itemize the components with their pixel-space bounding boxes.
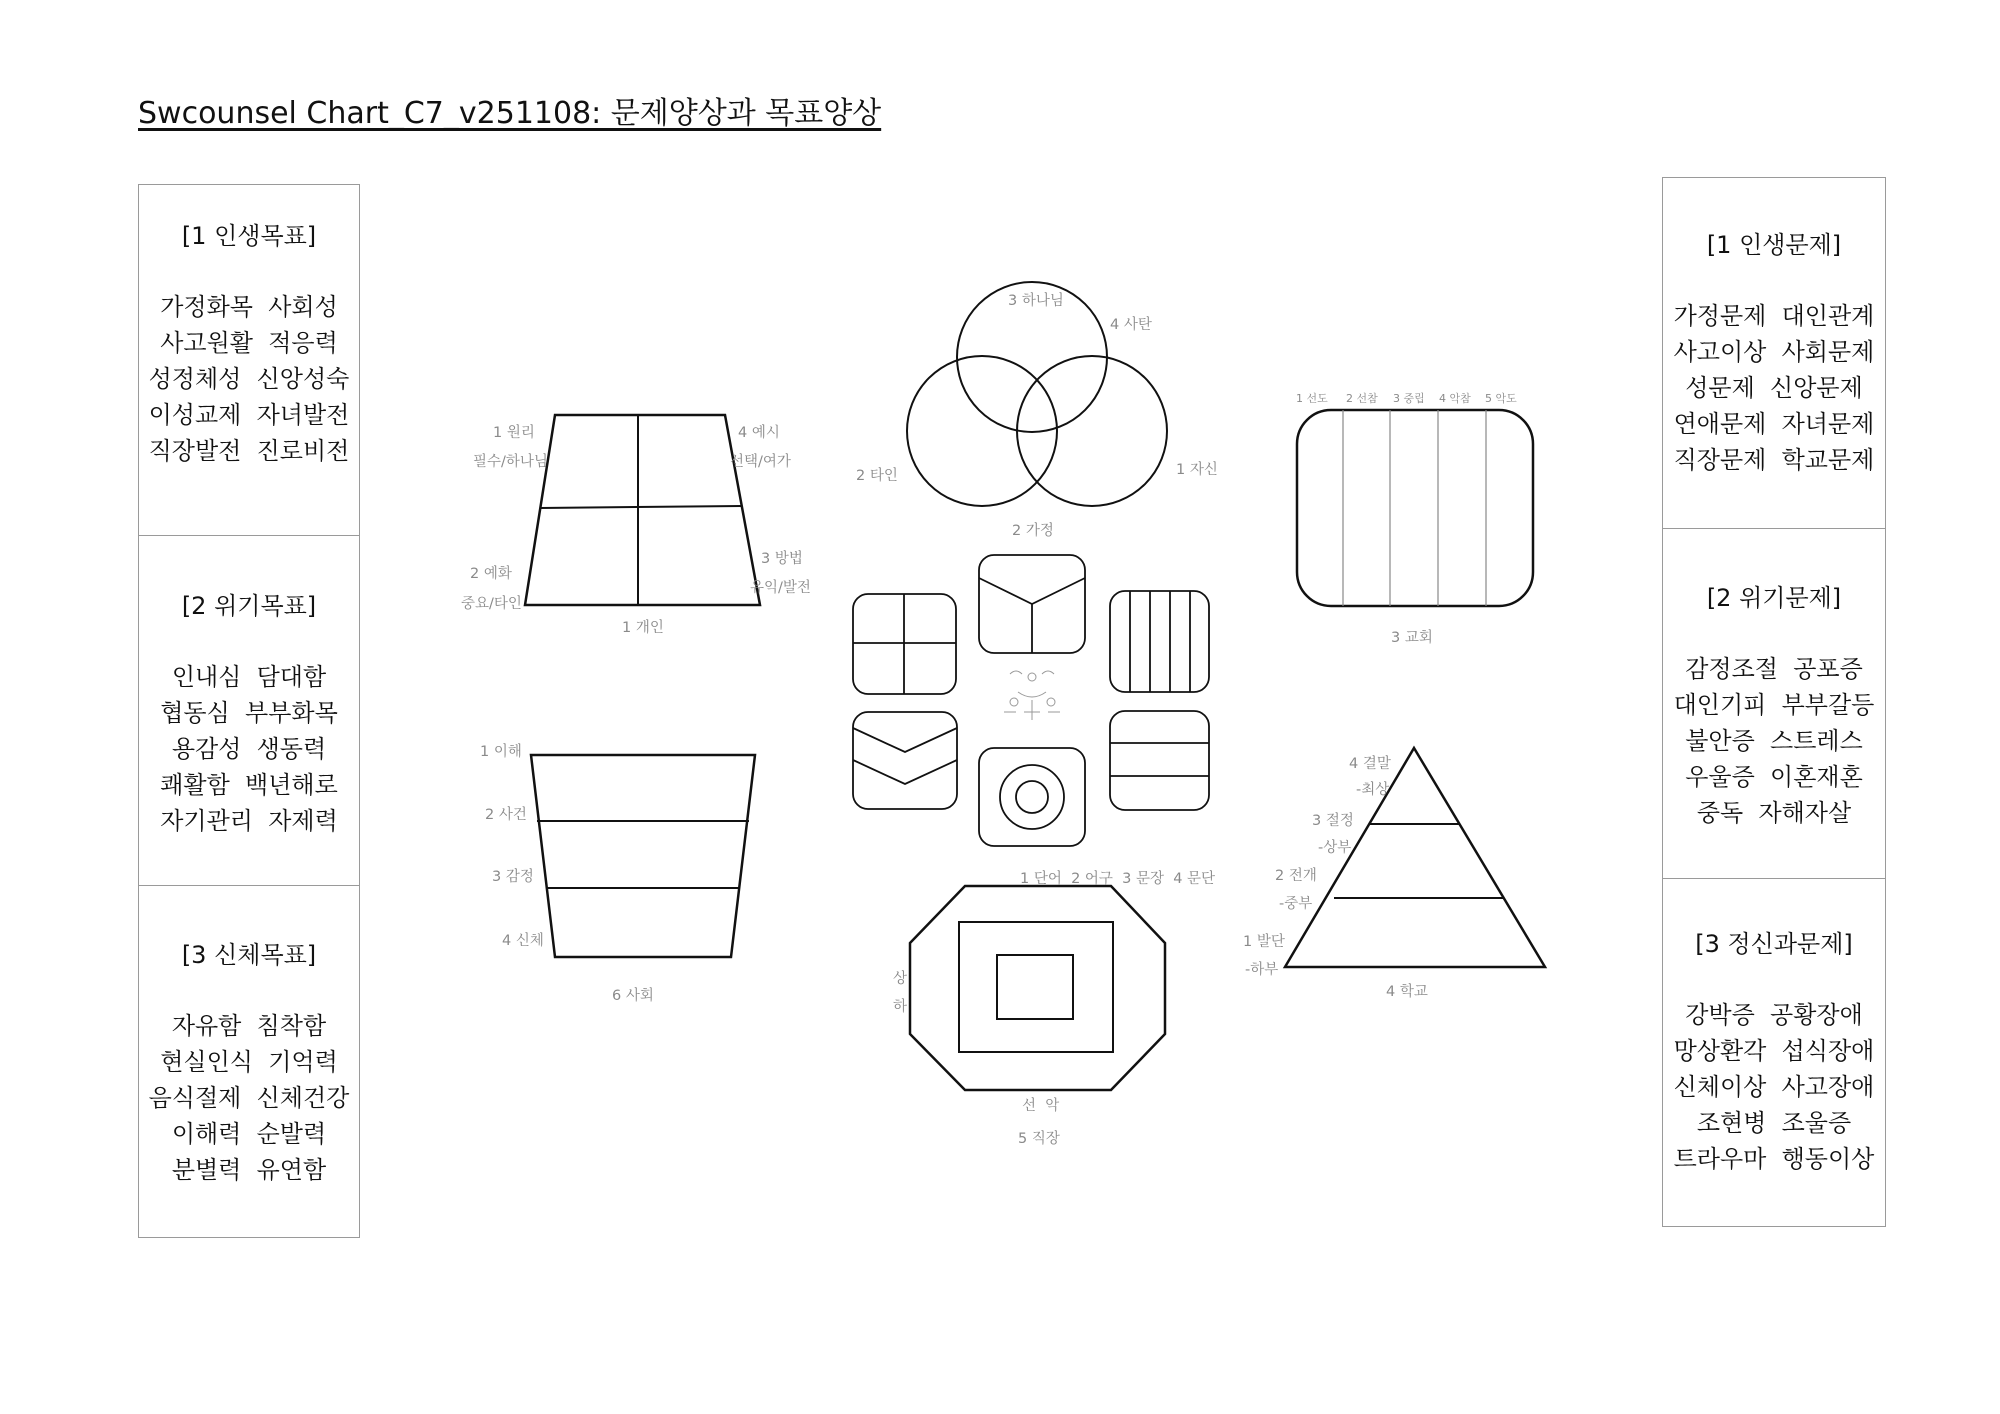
label-example-sub: 선택/여가 — [730, 454, 791, 470]
section-heading: [2 위기문제] — [1706, 584, 1842, 612]
section-heading: [3 정신과문제] — [1695, 930, 1853, 958]
label-climax: 3 절정 — [1312, 813, 1354, 829]
label-development: 2 전개 — [1275, 868, 1317, 884]
family-labels — [856, 291, 1218, 539]
label-beginning: 1 발단 — [1243, 934, 1285, 950]
caption-center: 1 단어 2 어구 3 문장 4 문단 — [1020, 871, 1216, 887]
list-item: 현실인식 기억력 — [160, 1048, 338, 1076]
label-top: -최상 — [1356, 782, 1390, 798]
label-principle-sub: 필수/하나님 — [473, 454, 548, 470]
center-icons — [853, 555, 1209, 846]
workplace-labels — [893, 969, 1060, 1147]
label-event: 2 사건 — [485, 807, 527, 823]
label-illustration: 2 예화 — [470, 566, 512, 582]
label-emotion: 3 감정 — [492, 869, 534, 885]
label-example: 4 예시 — [738, 425, 780, 441]
church-diagram — [1297, 410, 1533, 606]
label-upper: -상부 — [1318, 840, 1352, 856]
caption-church: 3 교회 — [1391, 630, 1433, 646]
list-item: 감정조절 공포증 — [1685, 655, 1863, 683]
emblem-icon — [1004, 671, 1060, 720]
label-others: 2 타인 — [856, 468, 898, 484]
label-middle: -중부 — [1279, 896, 1313, 912]
list-item: 중독 자해자살 — [1696, 799, 1852, 827]
list-item: 자기관리 자제력 — [160, 807, 338, 835]
label-illustration-sub: 중요/타인 — [461, 596, 522, 612]
list-item: 사고이상 사회문제 — [1673, 338, 1875, 366]
workplace-diagram — [910, 886, 1165, 1090]
list-item: 직장발전 진로비전 — [148, 437, 350, 465]
list-item: 가정화목 사회성 — [160, 293, 338, 321]
label-method-sub: 유익/발전 — [750, 580, 811, 596]
list-item: 쾌활함 백년해로 — [160, 771, 338, 799]
section-heading: [3 신체목표] — [181, 941, 317, 969]
bands-icon — [1110, 711, 1209, 810]
label-lower: -하부 — [1245, 962, 1279, 978]
label-self: 1 자신 — [1176, 462, 1218, 478]
list-item: 사고원활 적응력 — [160, 329, 338, 357]
label-column: 3 중립 — [1393, 392, 1425, 405]
label-column: 4 악참 — [1439, 392, 1471, 405]
page-title: Swcounsel Chart_C7_v251108: 문제양상과 목표양상 — [138, 96, 882, 131]
society-labels — [480, 742, 654, 1004]
section-heading: [1 인생문제] — [1706, 231, 1842, 259]
list-item: 이해력 순발력 — [171, 1120, 327, 1148]
individual-diagram — [525, 415, 760, 605]
list-item: 직장문제 학교문제 — [1673, 446, 1875, 474]
list-item: 성문제 신앙문제 — [1685, 374, 1863, 402]
label-god: 3 하나님 — [1008, 293, 1064, 309]
label-conclusion: 4 결말 — [1349, 756, 1391, 772]
caption-individual: 1 개인 — [622, 620, 664, 636]
list-item: 트라우마 행동이상 — [1673, 1145, 1875, 1173]
label-understanding: 1 이해 — [480, 744, 522, 760]
list-item: 연애문제 자녀문제 — [1673, 410, 1875, 438]
label-body: 4 신체 — [502, 933, 544, 949]
caption-school: 4 학교 — [1386, 984, 1428, 1000]
list-item: 조현병 조울증 — [1696, 1109, 1852, 1137]
caption-family: 2 가정 — [1012, 523, 1054, 539]
school-labels — [1243, 754, 1428, 1000]
list-item: 강박증 공황장애 — [1685, 1001, 1863, 1029]
list-item: 대인기피 부부갈등 — [1673, 691, 1875, 719]
chevron-icon — [853, 712, 957, 809]
list-item: 신체이상 사고장애 — [1673, 1073, 1875, 1101]
label-good-evil: 선 악 — [1022, 1098, 1060, 1114]
list-item: 분별력 유연함 — [171, 1156, 327, 1184]
list-item: 이성교제 자녀발전 — [148, 401, 350, 429]
label-column: 5 악도 — [1485, 392, 1517, 405]
list-item: 용감성 생동력 — [171, 735, 327, 763]
family-diagram — [907, 282, 1167, 506]
label-column: 2 선참 — [1346, 392, 1378, 405]
society-diagram — [531, 755, 755, 957]
caption-society: 6 사회 — [612, 988, 654, 1004]
list-item: 협동심 부부화목 — [160, 699, 338, 727]
label-lower-rank: 하 — [893, 999, 908, 1015]
caption-workplace: 5 직장 — [1018, 1131, 1060, 1147]
section-heading: [2 위기목표] — [181, 592, 317, 620]
stripes-icon — [1110, 591, 1209, 692]
label-principle: 1 원리 — [493, 425, 535, 441]
list-item: 불안증 스트레스 — [1685, 727, 1863, 755]
target-icon — [979, 748, 1085, 846]
label-satan: 4 사탄 — [1110, 317, 1152, 333]
church-labels — [1296, 391, 1517, 646]
list-item: 성정체성 신앙성숙 — [148, 365, 350, 393]
section-heading: [1 인생목표] — [181, 222, 317, 250]
label-method: 3 방법 — [761, 551, 803, 567]
list-item: 망상환각 섭식장애 — [1673, 1037, 1875, 1065]
list-item: 자유함 침착함 — [171, 1012, 327, 1040]
school-diagram — [1285, 748, 1545, 967]
label-upper-rank: 상 — [893, 971, 908, 987]
list-item: 우울증 이혼재혼 — [1685, 763, 1863, 791]
label-column: 1 선도 — [1296, 392, 1328, 405]
list-item: 음식절제 신체건강 — [148, 1084, 350, 1112]
list-item: 인내심 담대함 — [171, 663, 327, 691]
list-item: 가정문제 대인관계 — [1673, 302, 1875, 330]
